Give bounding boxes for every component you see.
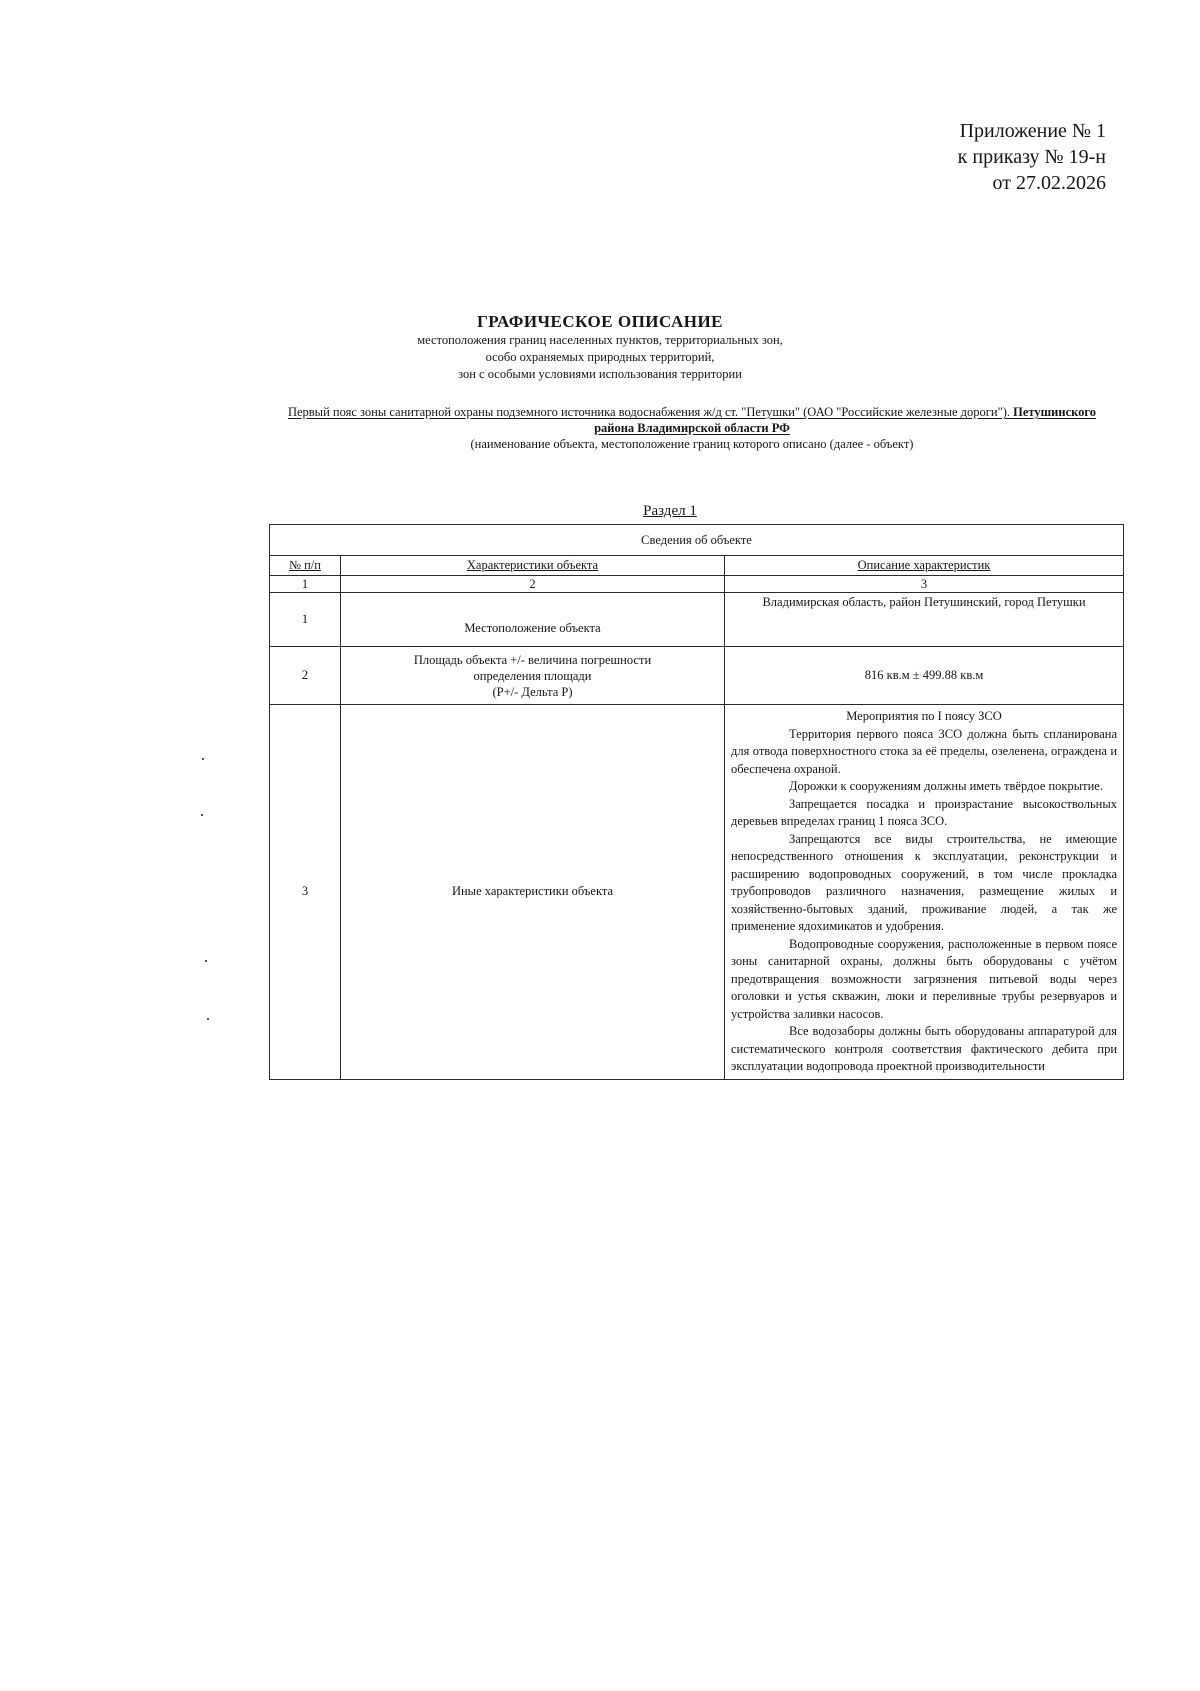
object-name-part-2: Петушинского района Владимирской области РФ [594,405,1097,435]
description-heading: Мероприятия по I поясу ЗСО [846,709,1002,723]
object-name-part-1: Первый пояс зоны санитарной охраны подземного источника водоснабжения ж/д ст. "Петушки" (ОАО "Российские железные дороги"). [287,405,1010,419]
column-headers-row [270,556,1124,576]
subtitle-line-2: особо охраняемых природных территорий, [485,350,715,364]
description-paragraph: Запрещаются все виды строительства, не имеющие непосредственного отношения к эксплуатации, реконструкции и расширению водопроводных сооружений, в том числе прокладка трубопроводов различного назначения, размещение жилых и хозяйственно-бытовых зданий, проживание людей, а так же применение ядохимикатов и удобрения. [731,831,1118,933]
subtitle-line-1: местоположения границ населенных пунктов, территориальных зон, [417,333,783,347]
appendix-order: к приказу № 19-н [957,146,1106,168]
section-label: Раздел 1 [643,503,697,519]
description-paragraph: Водопроводные сооружения, расположенные в первом поясе зоны санитарной охраны, должны быть оборудованы с учётом предотвращения возможности загрязнения питьевой воды через оголовки и устья скважин, люки и переливные трубы резервуаров и устройства заливки насосов. [731,936,1118,1021]
scan-speck [207,1018,209,1020]
row-description: 816 кв.м ± 499.88 кв.м [725,647,1124,705]
column-number-3: 3 [725,576,1124,593]
object-caption: (наименование объекта, местоположение границ которого описано (далее - объект) [470,437,914,451]
column-header-description: Описание характеристик [725,556,1124,576]
column-header-num: № п/п [270,556,341,576]
description-paragraph: Запрещается посадка и произрастание высокоствольных деревьев впределах границ 1 пояса ЗСО. [731,796,1118,828]
appendix-number: Приложение № 1 [959,120,1106,142]
characteristic-line-2: определения площади [473,668,592,683]
column-header-characteristic: Характеристики объекта [341,556,725,576]
document-title: ГРАФИЧЕСКОЕ ОПИСАНИЕ [476,312,724,331]
column-numbers-row [270,576,1124,593]
table-row [270,593,1124,647]
row-characteristic: Местоположение объекта [341,593,725,647]
scan-speck [202,758,204,760]
characteristic-line-3: (Р+/- Дельта Р) [492,684,573,699]
appendix-date: от 27.02.2026 [992,172,1106,194]
title-block [180,312,1020,383]
row-number: 1 [270,593,341,647]
object-info-table [269,524,1124,1080]
scan-speck [201,814,203,816]
object-block [272,404,1112,452]
description-paragraph: Все водозаборы должны быть оборудованы аппаратурой для систематического контроля соответствия фактического дебита при эксплуатации водопровода проектной производительности [731,1024,1118,1073]
object-name [272,404,1112,436]
description-paragraph: Дорожки к сооружениям должны иметь твёрдое покрытие. [789,779,1103,793]
table-header: Сведения об объекте [270,525,1124,556]
row-number: 3 [270,705,341,1080]
column-number-1: 1 [270,576,341,593]
row-description: Владимирская область, район Петушинский, город Петушки [725,593,1124,647]
subtitle-line-3: зон с особыми условиями использования территории [458,367,742,381]
column-number-2: 2 [341,576,725,593]
description-paragraph: Территория первого пояса ЗСО должна быть спланирована для отвода поверхностного стока за её пределы, озеленена, ограждена и обеспечена охраной. [731,726,1118,776]
table-header-row [270,525,1124,556]
appendix-reference [806,118,1106,196]
characteristic-line-1: Площадь объекта +/- величина погрешности [413,652,652,667]
row-description [725,705,1124,1080]
table-row [270,705,1124,1080]
row-characteristic [341,647,725,705]
row-characteristic: Иные характеристики объекта [341,705,725,1080]
table-row [270,647,1124,705]
row-number: 2 [270,647,341,705]
scan-speck [205,960,207,962]
